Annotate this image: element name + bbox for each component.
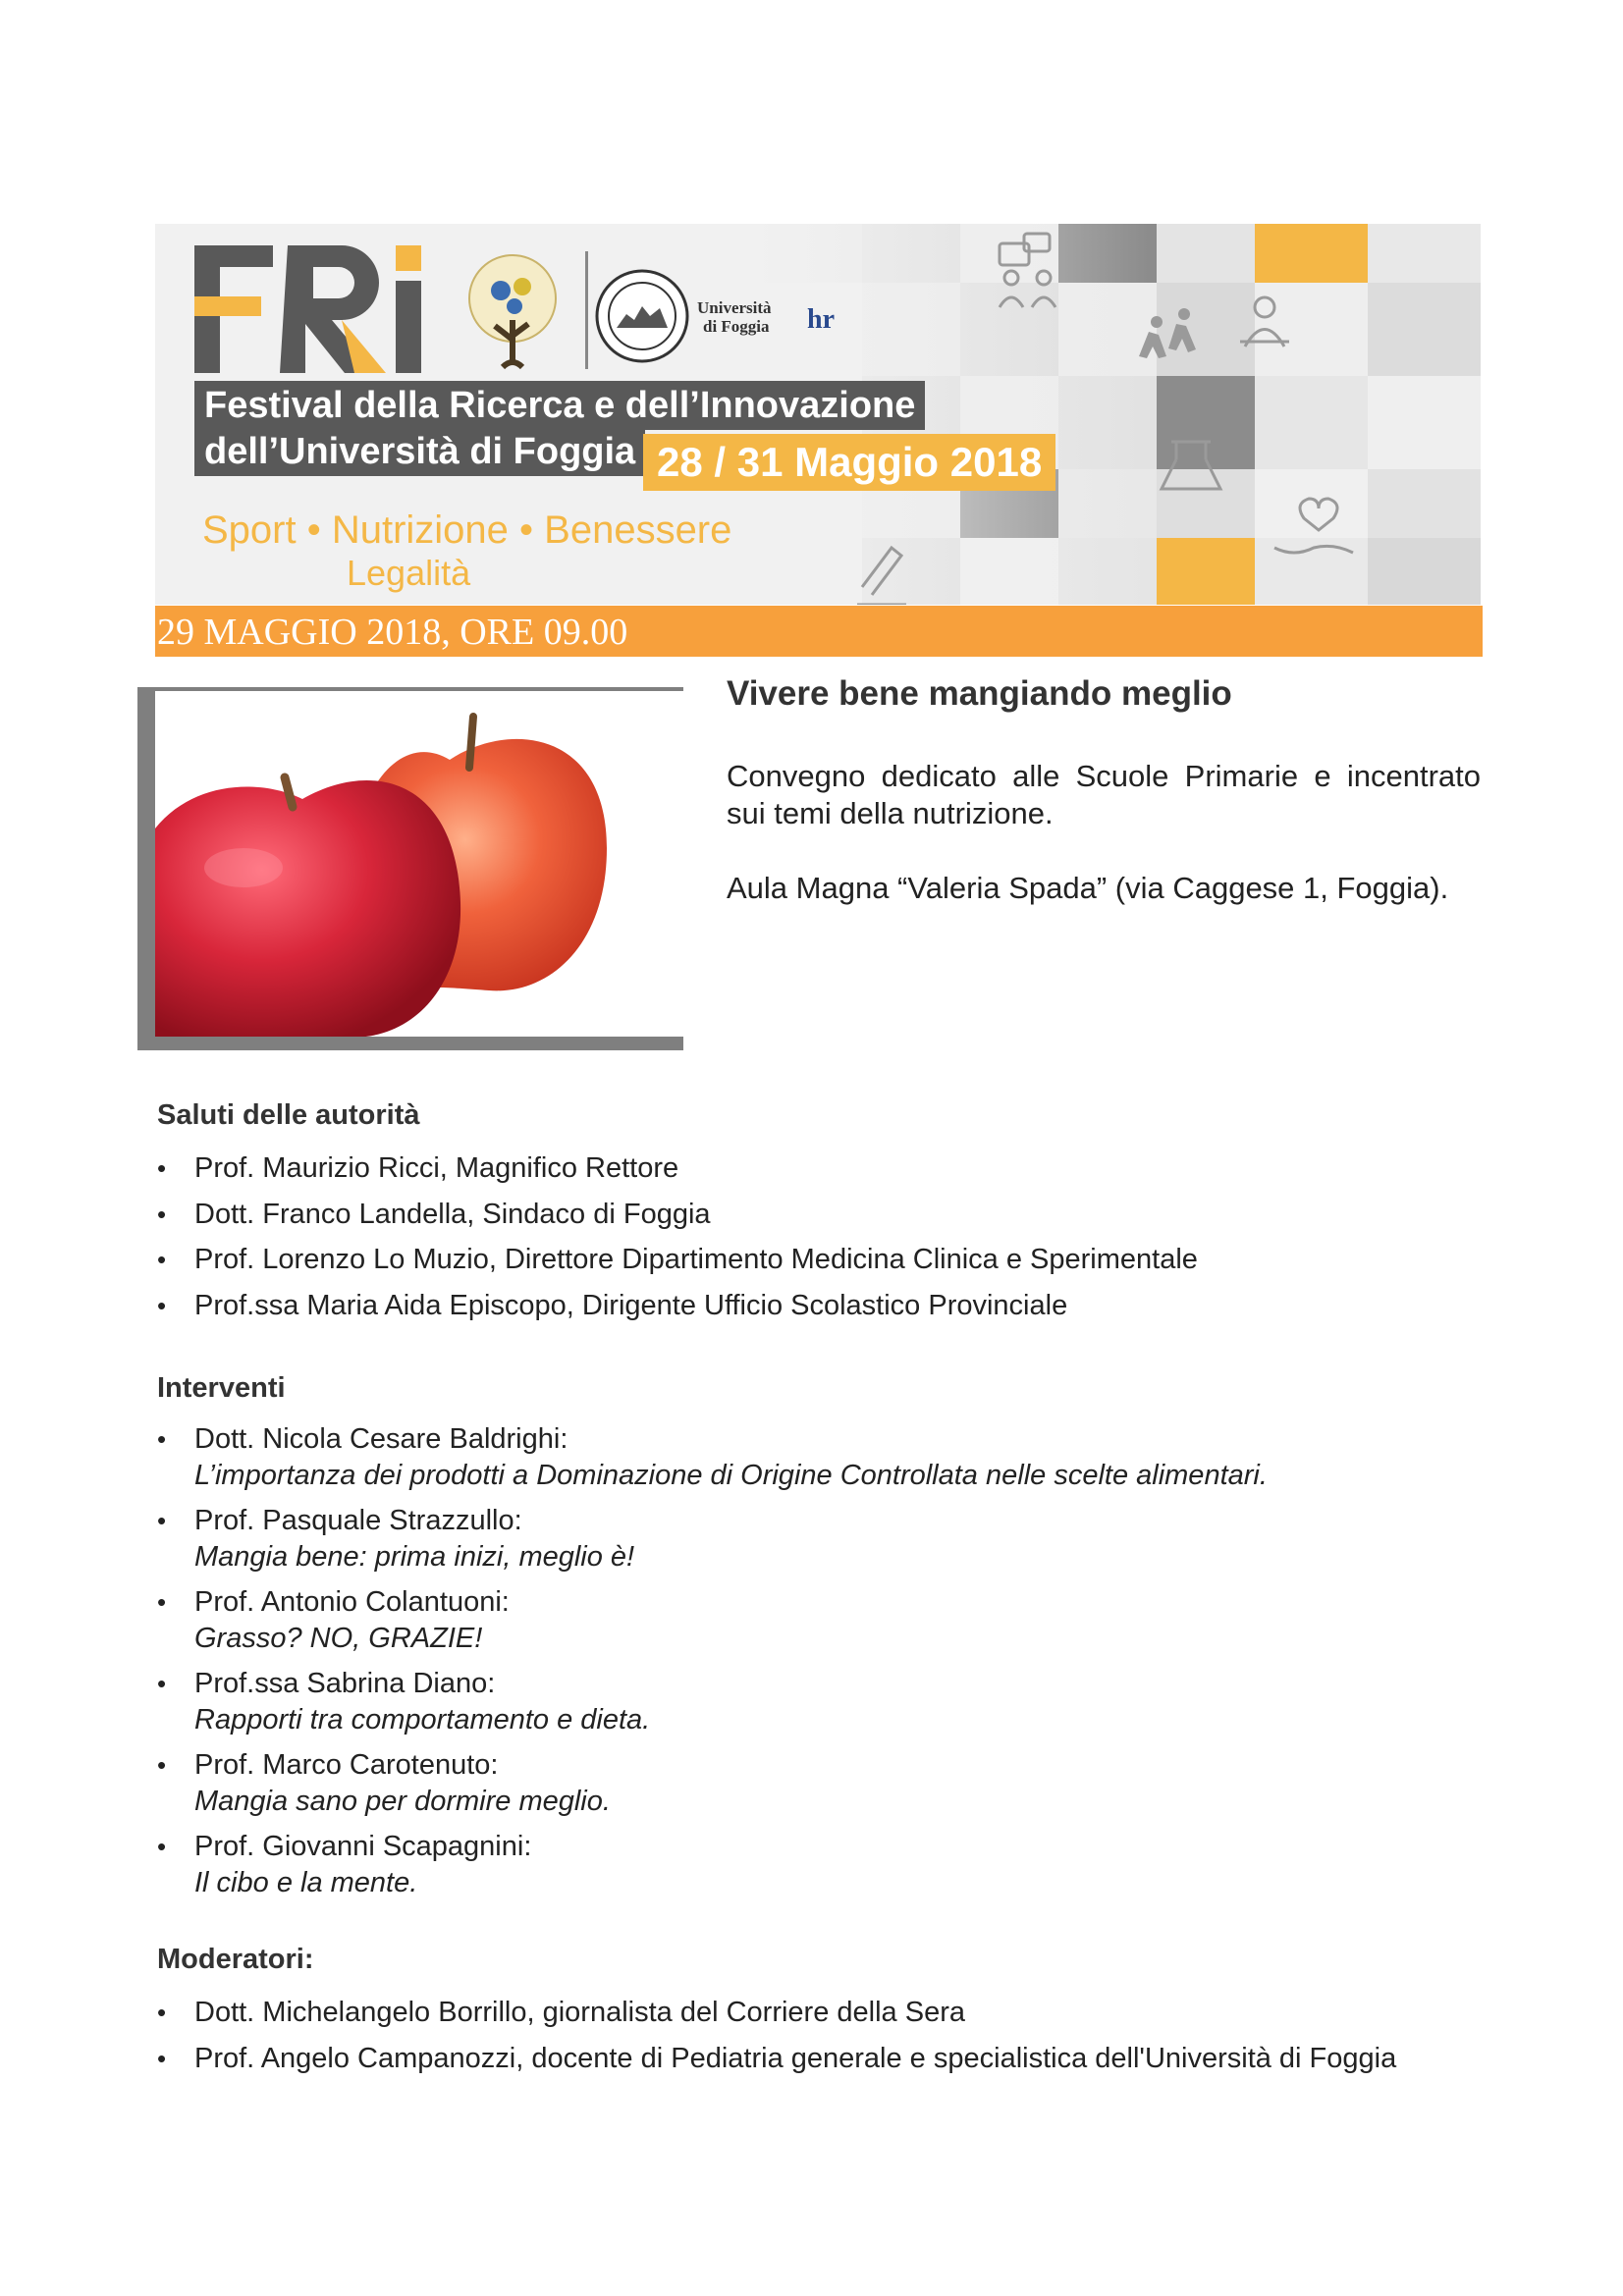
apples-image bbox=[155, 691, 683, 1037]
list-item: • Prof. Lorenzo Lo Muzio, Direttore Dipartimento Medicina Clinica e Sperimentale bbox=[157, 1242, 1198, 1278]
list-item bbox=[157, 1503, 1268, 1575]
event-location: Aula Magna “Valeria Spada” (via Caggese 1, Foggia). bbox=[727, 871, 1449, 905]
talk-topic: Mangia bene: prima inizi, meglio è! bbox=[194, 1541, 635, 1573]
university-name: Università di Foggia bbox=[697, 298, 772, 336]
event-title: Vivere bene mangiando meglio bbox=[727, 674, 1232, 713]
university-seal bbox=[593, 267, 691, 365]
list-item: • Prof. Maurizio Ricci, Magnifico Rettore bbox=[157, 1150, 1198, 1187]
festival-title-line2: dell’Università di Foggia bbox=[194, 427, 645, 476]
talk-topic: Mangia sano per dormire meglio. bbox=[194, 1786, 611, 1817]
festival-themes: Sport • Nutrizione • Benessere bbox=[202, 508, 732, 552]
logo-separator bbox=[585, 251, 588, 369]
moderatori-heading: Moderatori: bbox=[157, 1944, 314, 1975]
apples-photo bbox=[155, 691, 683, 1037]
moderatori-list bbox=[157, 1995, 1396, 2086]
event-description-block bbox=[727, 758, 1481, 944]
hr-logo: hr bbox=[807, 304, 835, 335]
list-item bbox=[157, 1584, 1268, 1657]
list-item bbox=[157, 1666, 1268, 1738]
festival-themes-line2: Legalità bbox=[347, 553, 471, 593]
list-item: • Dott. Franco Landella, Sindaco di Foggia bbox=[157, 1197, 1198, 1233]
speaker-name: Prof.ssa Sabrina Diano: bbox=[194, 1668, 496, 1699]
talk-topic: Il cibo e la mente. bbox=[194, 1867, 418, 1898]
list-item: • Dott. Michelangelo Borrillo, giornalista del Corriere della Sera bbox=[157, 1995, 1396, 2031]
festival-title-line1: Festival della Ricerca e dell’Innovazione bbox=[194, 381, 925, 430]
saluti-heading: Saluti delle autorità bbox=[157, 1099, 420, 1131]
festival-dates: 28 / 31 Maggio 2018 bbox=[643, 434, 1055, 491]
event-date-bar: 29 MAGGIO 2018, ORE 09.00 bbox=[155, 606, 1483, 657]
speaker-name: Dott. Nicola Cesare Baldrighi: bbox=[194, 1423, 568, 1455]
interventi-list bbox=[157, 1421, 1268, 1910]
saluti-list bbox=[157, 1150, 1198, 1333]
talk-topic: L’importanza dei prodotti a Dominazione di Origine Controllata nelle scelte alimentari. bbox=[194, 1460, 1268, 1491]
festival-banner bbox=[155, 224, 1481, 605]
fri-logo bbox=[194, 245, 430, 373]
speaker-name: Prof. Antonio Colantuoni: bbox=[194, 1586, 510, 1618]
talk-topic: Grasso? NO, GRAZIE! bbox=[194, 1623, 483, 1654]
festival-emblem bbox=[454, 251, 571, 379]
talk-topic: Rapporti tra comportamento e dieta. bbox=[194, 1704, 651, 1735]
list-item: • Prof.ssa Maria Aida Episcopo, Dirigente Ufficio Scolastico Provinciale bbox=[157, 1288, 1198, 1324]
speaker-name: Prof. Marco Carotenuto: bbox=[194, 1749, 499, 1781]
interventi-heading: Interventi bbox=[157, 1372, 286, 1404]
list-item bbox=[157, 1747, 1268, 1820]
list-item bbox=[157, 1829, 1268, 1901]
event-description: Convegno dedicato alle Scuole Primarie e incentrato sui temi della nutrizione. bbox=[727, 759, 1481, 830]
list-item: • Prof. Angelo Campanozzi, docente di Pediatria generale e specialistica dell'Università di Foggia bbox=[157, 2041, 1396, 2077]
speaker-name: Prof. Pasquale Strazzullo: bbox=[194, 1505, 522, 1536]
list-item bbox=[157, 1421, 1268, 1494]
speaker-name: Prof. Giovanni Scapagnini: bbox=[194, 1831, 532, 1862]
